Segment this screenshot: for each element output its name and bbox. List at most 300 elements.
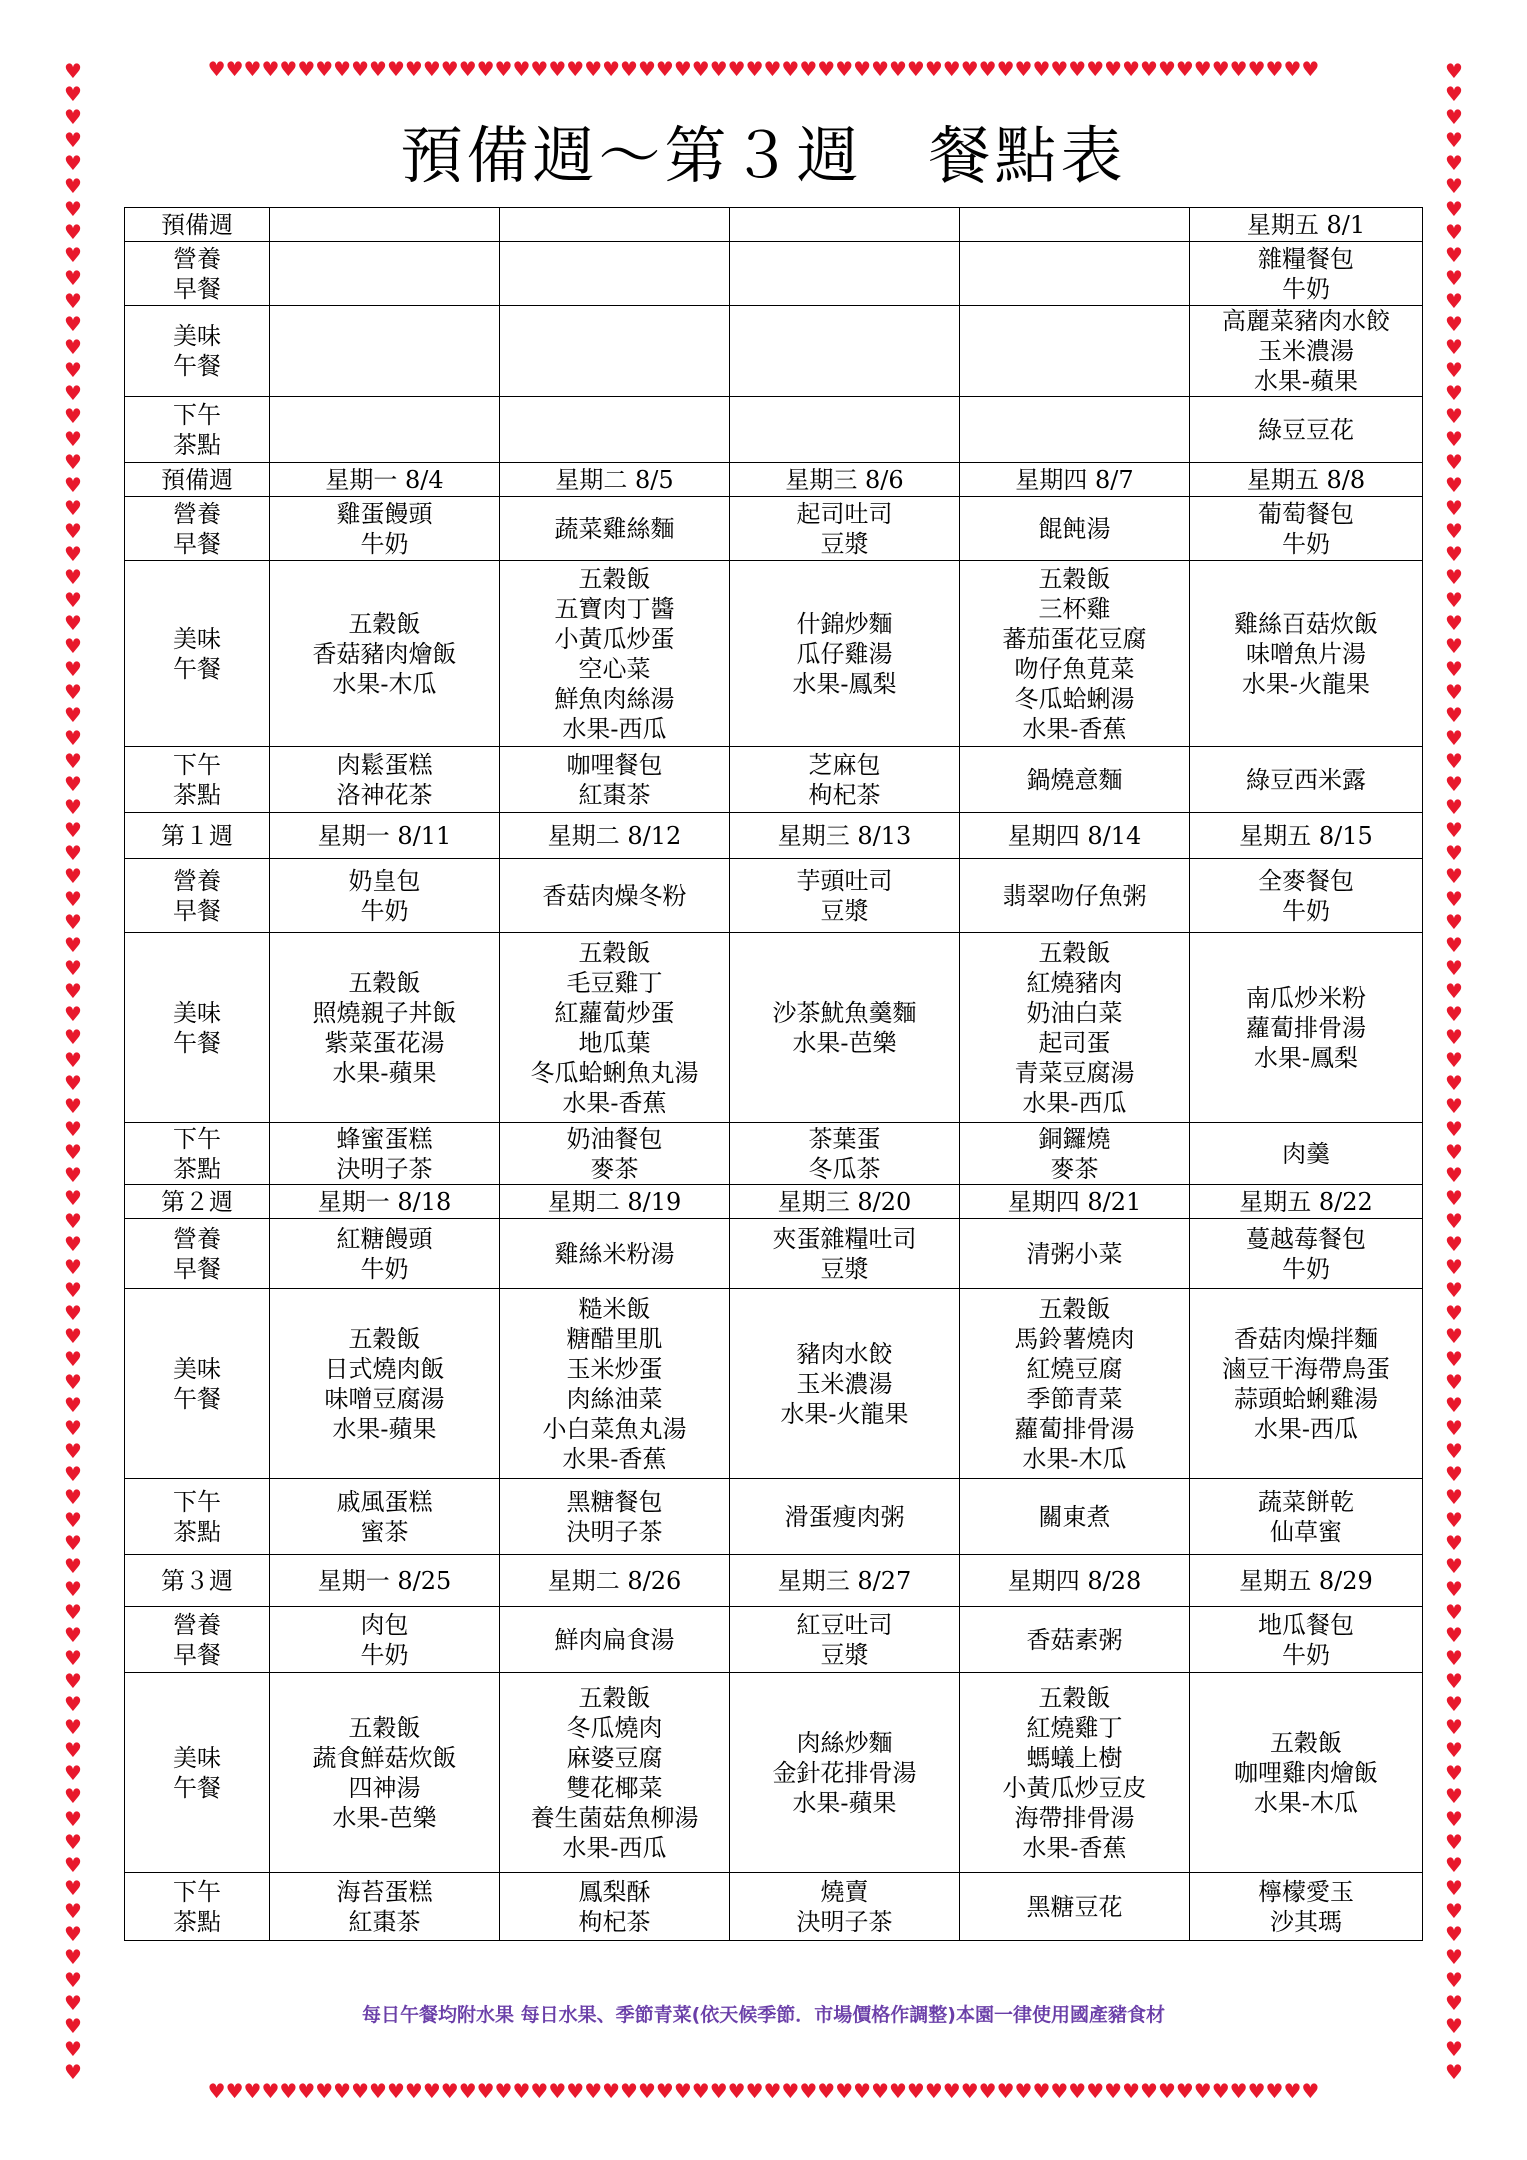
lunch-cell-line: 五穀飯 xyxy=(578,564,651,593)
lunch-cell-line: 水果-火龍果 xyxy=(780,1399,909,1428)
lunch-cell-line: 水果-鳳梨 xyxy=(1253,1043,1359,1072)
lunch-cell-line: 糙米飯 xyxy=(578,1294,651,1323)
lunch-cell-line: 五穀飯 xyxy=(1038,564,1111,593)
snack-cell xyxy=(500,1873,730,1941)
lunch-label-line: 美味 xyxy=(173,1743,221,1772)
week-label: 第２週 xyxy=(125,1185,270,1219)
lunch-cell-line: 金針花排骨湯 xyxy=(772,1758,917,1787)
day-header: 星期一 8/25 xyxy=(270,1555,500,1607)
breakfast-cell xyxy=(960,859,1190,933)
breakfast-cell xyxy=(730,497,960,561)
snack-cell xyxy=(270,1123,500,1185)
day-header: 星期三 8/13 xyxy=(730,813,960,859)
breakfast-row xyxy=(125,1607,1423,1673)
snack-cell xyxy=(270,1479,500,1555)
lunch-label-line: 美味 xyxy=(173,998,221,1027)
lunch-row xyxy=(125,306,1423,397)
breakfast-cell-line: 芋頭吐司 xyxy=(796,866,893,895)
lunch-cell xyxy=(730,1289,960,1479)
breakfast-cell-line: 起司吐司 xyxy=(796,499,893,528)
lunch-cell-line: 水果-香蕉 xyxy=(1022,1833,1127,1862)
snack-cell xyxy=(500,747,730,813)
day-header: 星期二 8/26 xyxy=(500,1555,730,1607)
snack-cell-line: 沙其瑪 xyxy=(1270,1907,1342,1936)
snack-cell xyxy=(1190,1123,1423,1185)
lunch-cell-line: 玉米濃湯 xyxy=(1258,337,1354,365)
day-header: 星期五 8/29 xyxy=(1190,1555,1423,1607)
breakfast-cell-line: 牛奶 xyxy=(1282,529,1330,558)
lunch-cell-line: 小黃瓜炒豆皮 xyxy=(1002,1773,1147,1802)
breakfast-cell-line: 豆漿 xyxy=(820,1254,869,1283)
snack-label-line: 茶點 xyxy=(173,1517,221,1546)
lunch-cell-line: 紅燒豬肉 xyxy=(1026,968,1123,997)
lunch-label xyxy=(125,933,270,1123)
breakfast-cell xyxy=(960,497,1190,561)
snack-label-line: 下午 xyxy=(173,750,221,779)
lunch-row xyxy=(125,1289,1423,1479)
snack-cell xyxy=(730,747,960,813)
lunch-cell-line: 螞蟻上樹 xyxy=(1026,1743,1123,1772)
breakfast-label-line: 早餐 xyxy=(173,529,221,558)
snack-cell xyxy=(730,1873,960,1941)
lunch-cell xyxy=(1190,1673,1423,1873)
snack-label xyxy=(125,1873,270,1941)
lunch-cell xyxy=(960,306,1190,397)
breakfast-cell-line: 雜糧餐包 xyxy=(1258,244,1354,273)
week-header-row xyxy=(125,1555,1423,1607)
breakfast-row xyxy=(125,497,1423,561)
lunch-cell xyxy=(500,933,730,1123)
snack-cell xyxy=(1190,747,1423,813)
breakfast-label-line: 早餐 xyxy=(173,1640,221,1669)
lunch-cell-line: 玉米濃湯 xyxy=(796,1369,893,1398)
breakfast-cell xyxy=(1190,1607,1423,1673)
snack-cell-line: 芝麻包 xyxy=(808,750,881,779)
day-header xyxy=(270,208,500,242)
snack-label-line: 下午 xyxy=(173,1877,221,1906)
lunch-cell-line: 蘿蔔排骨湯 xyxy=(1014,1414,1135,1443)
lunch-cell xyxy=(960,1673,1190,1873)
breakfast-cell xyxy=(730,242,960,306)
breakfast-cell-line: 紅糖饅頭 xyxy=(336,1224,433,1253)
snack-cell-line: 蜂蜜蛋糕 xyxy=(336,1124,433,1153)
breakfast-label-line: 早餐 xyxy=(173,274,221,303)
day-header: 星期五 8/1 xyxy=(1190,208,1423,242)
day-header: 星期二 8/5 xyxy=(500,463,730,497)
snack-label-line: 茶點 xyxy=(173,430,221,459)
lunch-cell-line: 水果-西瓜 xyxy=(1022,1088,1127,1117)
lunch-label-line: 午餐 xyxy=(173,1028,221,1057)
snack-cell-line: 肉鬆蛋糕 xyxy=(336,750,433,779)
snack-cell-line: 鍋燒意麵 xyxy=(1026,765,1123,794)
breakfast-label xyxy=(125,1607,270,1673)
lunch-cell-line: 馬鈴薯燒肉 xyxy=(1014,1324,1135,1353)
breakfast-cell-line: 翡翠吻仔魚粥 xyxy=(1002,881,1147,910)
snack-cell xyxy=(270,1873,500,1941)
snack-row xyxy=(125,1123,1423,1185)
lunch-cell-line: 玉米炒蛋 xyxy=(566,1354,663,1383)
week-label: 第１週 xyxy=(125,813,270,859)
snack-label-line: 茶點 xyxy=(173,780,221,809)
breakfast-label xyxy=(125,859,270,933)
lunch-label-line: 午餐 xyxy=(173,654,221,683)
lunch-cell-line: 三杯雞 xyxy=(1038,594,1111,623)
week-header-row xyxy=(125,208,1423,242)
lunch-cell-line: 水果-木瓜 xyxy=(1022,1444,1127,1473)
lunch-cell-line: 水果-木瓜 xyxy=(332,669,437,698)
snack-cell-line: 銅鑼燒 xyxy=(1038,1124,1111,1153)
lunch-cell-line: 吻仔魚莧菜 xyxy=(1014,654,1135,683)
lunch-cell-line: 糖醋里肌 xyxy=(566,1324,663,1353)
day-header: 星期五 8/8 xyxy=(1190,463,1423,497)
breakfast-cell xyxy=(960,1219,1190,1289)
lunch-cell-line: 水果-芭樂 xyxy=(332,1803,437,1832)
snack-cell-line: 海苔蛋糕 xyxy=(336,1877,433,1906)
lunch-cell xyxy=(1190,306,1423,397)
footer-note: 每日午餐均附水果 每日水果、季節青菜(依天候季節．市場價格作調整)本園一律使用國產豬食材 xyxy=(362,2004,1165,2026)
lunch-cell xyxy=(270,561,500,747)
lunch-label-line: 美味 xyxy=(173,322,221,350)
lunch-cell xyxy=(1190,561,1423,747)
lunch-cell xyxy=(270,1673,500,1873)
lunch-cell-line: 水果-香蕉 xyxy=(1022,714,1127,743)
breakfast-cell xyxy=(500,1607,730,1673)
lunch-cell-line: 雞絲百菇炊飯 xyxy=(1234,609,1378,638)
day-header: 星期一 8/18 xyxy=(270,1185,500,1219)
breakfast-cell-line: 地瓜餐包 xyxy=(1258,1610,1354,1639)
breakfast-cell-line: 餛飩湯 xyxy=(1038,514,1111,543)
snack-label xyxy=(125,747,270,813)
breakfast-cell-line: 豆漿 xyxy=(820,529,869,558)
lunch-cell-line: 五穀飯 xyxy=(578,1683,651,1712)
day-header: 星期二 8/19 xyxy=(500,1185,730,1219)
breakfast-label xyxy=(125,497,270,561)
snack-cell-line: 紅棗茶 xyxy=(578,780,651,809)
lunch-cell-line: 青菜豆腐湯 xyxy=(1014,1058,1135,1087)
lunch-cell-line: 五穀飯 xyxy=(348,968,421,997)
breakfast-label-line: 營養 xyxy=(173,1610,221,1639)
day-header: 星期四 8/28 xyxy=(960,1555,1190,1607)
menu-table xyxy=(124,207,1423,1941)
breakfast-cell-line: 雞絲米粉湯 xyxy=(554,1239,675,1268)
lunch-cell-line: 五穀飯 xyxy=(1038,1294,1111,1323)
breakfast-cell-line: 全麥餐包 xyxy=(1258,866,1354,895)
snack-cell-line: 黑糖豆花 xyxy=(1026,1892,1123,1921)
lunch-cell-line: 咖哩雞肉燴飯 xyxy=(1234,1758,1378,1787)
breakfast-label-line: 營養 xyxy=(173,499,221,528)
lunch-cell-line: 海帶排骨湯 xyxy=(1014,1803,1135,1832)
breakfast-cell-line: 雞蛋饅頭 xyxy=(336,499,433,528)
breakfast-cell xyxy=(270,242,500,306)
snack-cell-line: 關東煮 xyxy=(1038,1502,1111,1531)
lunch-cell xyxy=(1190,933,1423,1123)
snack-cell xyxy=(500,1479,730,1555)
lunch-cell-line: 冬瓜蛤蜊湯 xyxy=(1014,684,1135,713)
snack-cell-line: 蜜茶 xyxy=(360,1517,409,1546)
snack-cell-line: 肉羹 xyxy=(1282,1139,1330,1168)
lunch-label xyxy=(125,1289,270,1479)
breakfast-cell-line: 豆漿 xyxy=(820,896,869,925)
lunch-cell-line: 豬肉水餃 xyxy=(796,1339,893,1368)
snack-cell-line: 決明子茶 xyxy=(336,1154,433,1183)
lunch-cell-line: 地瓜葉 xyxy=(578,1028,651,1057)
lunch-label-line: 午餐 xyxy=(173,1384,221,1413)
lunch-cell-line: 滷豆干海帶鳥蛋 xyxy=(1222,1354,1390,1383)
lunch-cell-line: 水果-木瓜 xyxy=(1253,1788,1359,1817)
day-header: 星期五 8/15 xyxy=(1190,813,1423,859)
breakfast-cell-line: 牛奶 xyxy=(1282,896,1330,925)
snack-cell-line: 鳳梨酥 xyxy=(578,1877,651,1906)
lunch-cell-line: 水果-香蕉 xyxy=(562,1088,667,1117)
snack-label xyxy=(125,397,270,463)
breakfast-label-line: 營養 xyxy=(173,244,221,273)
page-title: 預備週～第３週 餐點表 xyxy=(400,119,1127,192)
breakfast-cell-line: 蔓越莓餐包 xyxy=(1246,1224,1366,1253)
day-header: 星期三 8/6 xyxy=(730,463,960,497)
breakfast-label xyxy=(125,242,270,306)
lunch-cell-line: 水果-鳳梨 xyxy=(792,669,897,698)
breakfast-label-line: 營養 xyxy=(173,866,221,895)
lunch-cell xyxy=(730,306,960,397)
snack-cell xyxy=(1190,397,1423,463)
lunch-cell-line: 肉絲油菜 xyxy=(566,1384,663,1413)
heart-border-top: ♥♥♥♥♥♥♥♥♥♥♥♥♥♥♥♥♥♥♥♥♥♥♥♥♥♥♥♥♥♥♥♥♥♥♥♥♥♥♥♥♥♥♥♥♥♥♥♥♥♥♥♥♥♥♥♥♥♥♥♥♥♥ xyxy=(207,57,1320,81)
breakfast-cell-line: 清粥小菜 xyxy=(1026,1239,1123,1268)
snack-cell-line: 戚風蛋糕 xyxy=(336,1487,433,1516)
breakfast-cell-line: 香菇肉燥冬粉 xyxy=(542,881,687,910)
breakfast-cell xyxy=(270,1607,500,1673)
week-label: 預備週 xyxy=(125,208,270,242)
snack-label xyxy=(125,1479,270,1555)
lunch-cell-line: 南瓜炒米粉 xyxy=(1246,983,1366,1012)
lunch-cell-line: 什錦炒麵 xyxy=(796,609,893,638)
week-header-row xyxy=(125,813,1423,859)
snack-cell-line: 燒賣 xyxy=(820,1877,869,1906)
breakfast-cell xyxy=(960,1607,1190,1673)
lunch-cell-line: 季節青菜 xyxy=(1026,1384,1123,1413)
lunch-cell xyxy=(730,933,960,1123)
snack-row xyxy=(125,747,1423,813)
lunch-cell-line: 香菇肉燥拌麵 xyxy=(1234,1324,1378,1353)
breakfast-row xyxy=(125,242,1423,306)
lunch-label-line: 午餐 xyxy=(173,352,221,380)
lunch-cell-line: 蒜頭蛤蜊雞湯 xyxy=(1234,1384,1378,1413)
snack-cell-line: 黑糖餐包 xyxy=(566,1487,663,1516)
snack-cell xyxy=(960,1123,1190,1185)
day-header: 星期四 8/7 xyxy=(960,463,1190,497)
snack-cell-line: 麥茶 xyxy=(1050,1154,1099,1183)
snack-row xyxy=(125,1479,1423,1555)
snack-cell xyxy=(960,1873,1190,1941)
lunch-cell xyxy=(500,561,730,747)
lunch-cell-line: 奶油白菜 xyxy=(1026,998,1123,1027)
snack-cell xyxy=(730,1123,960,1185)
heart-border-right: ♥♥♥♥♥♥♥♥♥♥♥♥♥♥♥♥♥♥♥♥♥♥♥♥♥♥♥♥♥♥♥♥♥♥♥♥♥♥♥♥♥♥♥♥♥♥♥♥♥♥♥♥♥♥♥♥♥♥♥♥♥♥♥♥♥♥♥♥♥♥♥♥♥♥♥♥♥♥♥♥♥♥♥♥♥♥♥♥ xyxy=(1445,60,1463,2084)
lunch-cell xyxy=(500,1673,730,1873)
lunch-cell xyxy=(1190,1289,1423,1479)
lunch-cell-line: 五穀飯 xyxy=(348,1324,421,1353)
breakfast-cell xyxy=(1190,859,1423,933)
snack-cell-line: 麥茶 xyxy=(590,1154,639,1183)
breakfast-cell-line: 肉包 xyxy=(360,1610,409,1639)
breakfast-cell-line: 蔬菜雞絲麵 xyxy=(554,514,675,543)
lunch-cell-line: 冬瓜燒肉 xyxy=(566,1713,663,1742)
snack-row xyxy=(125,397,1423,463)
week-header-row xyxy=(125,1185,1423,1219)
snack-cell-line: 奶油餐包 xyxy=(566,1124,663,1153)
lunch-cell-line: 水果-西瓜 xyxy=(562,714,667,743)
breakfast-cell-line: 牛奶 xyxy=(360,529,409,558)
lunch-cell-line: 水果-西瓜 xyxy=(1253,1414,1359,1443)
snack-cell-line: 決明子茶 xyxy=(796,1907,893,1936)
lunch-cell-line: 毛豆雞丁 xyxy=(566,968,663,997)
lunch-cell-line: 高麗菜豬肉水餃 xyxy=(1222,307,1390,335)
day-header: 星期四 8/21 xyxy=(960,1185,1190,1219)
snack-cell-line: 蔬菜餅乾 xyxy=(1258,1487,1354,1516)
day-header: 星期五 8/22 xyxy=(1190,1185,1423,1219)
breakfast-cell-line: 牛奶 xyxy=(1282,1640,1330,1669)
snack-cell xyxy=(1190,1873,1423,1941)
week-header-row xyxy=(125,463,1423,497)
lunch-cell-line: 雙花椰菜 xyxy=(566,1773,663,1802)
snack-cell xyxy=(960,747,1190,813)
breakfast-cell-line: 豆漿 xyxy=(820,1640,869,1669)
lunch-row xyxy=(125,561,1423,747)
lunch-cell-line: 小白菜魚丸湯 xyxy=(542,1414,687,1443)
lunch-cell-line: 日式燒肉飯 xyxy=(324,1354,445,1383)
snack-cell-line: 決明子茶 xyxy=(566,1517,663,1546)
lunch-cell-line: 五穀飯 xyxy=(348,1713,421,1742)
breakfast-cell xyxy=(1190,1219,1423,1289)
breakfast-cell-line: 葡萄餐包 xyxy=(1258,499,1354,528)
breakfast-cell xyxy=(1190,497,1423,561)
lunch-cell-line: 麻婆豆腐 xyxy=(566,1743,663,1772)
snack-label-line: 茶點 xyxy=(173,1154,221,1183)
lunch-cell xyxy=(730,1673,960,1873)
lunch-cell-line: 五穀飯 xyxy=(348,609,421,638)
snack-cell-line: 仙草蜜 xyxy=(1270,1517,1342,1546)
snack-cell-line: 綠豆豆花 xyxy=(1258,415,1354,444)
lunch-cell-line: 水果-蘋果 xyxy=(332,1414,437,1443)
snack-cell-line: 洛神花茶 xyxy=(336,780,433,809)
lunch-cell-line: 養生菌菇魚柳湯 xyxy=(530,1803,699,1832)
breakfast-cell-line: 夾蛋雜糧吐司 xyxy=(772,1224,917,1253)
breakfast-label-line: 早餐 xyxy=(173,896,221,925)
lunch-cell-line: 四神湯 xyxy=(348,1773,421,1802)
heart-border-bottom: ♥♥♥♥♥♥♥♥♥♥♥♥♥♥♥♥♥♥♥♥♥♥♥♥♥♥♥♥♥♥♥♥♥♥♥♥♥♥♥♥♥♥♥♥♥♥♥♥♥♥♥♥♥♥♥♥♥♥♥♥♥♥ xyxy=(207,2079,1320,2103)
day-header: 星期一 8/11 xyxy=(270,813,500,859)
breakfast-cell xyxy=(730,859,960,933)
breakfast-cell xyxy=(270,1219,500,1289)
breakfast-cell-line: 牛奶 xyxy=(360,1254,409,1283)
lunch-cell xyxy=(270,933,500,1123)
snack-cell-line: 冬瓜茶 xyxy=(808,1154,881,1183)
lunch-cell-line: 紅蘿蔔炒蛋 xyxy=(554,998,675,1027)
snack-cell xyxy=(730,397,960,463)
lunch-cell-line: 五穀飯 xyxy=(1270,1728,1342,1757)
lunch-cell-line: 冬瓜蛤蜊魚丸湯 xyxy=(530,1058,699,1087)
lunch-cell-line: 照燒親子丼飯 xyxy=(312,998,457,1027)
lunch-cell-line: 水果-蘋果 xyxy=(332,1058,437,1087)
lunch-cell-line: 蘿蔔排骨湯 xyxy=(1246,1013,1366,1042)
breakfast-label-line: 早餐 xyxy=(173,1254,221,1283)
lunch-cell-line: 水果-香蕉 xyxy=(562,1444,667,1473)
snack-cell-line: 紅棗茶 xyxy=(348,1907,421,1936)
lunch-cell-line: 蕃茄蛋花豆腐 xyxy=(1002,624,1147,653)
breakfast-cell xyxy=(500,859,730,933)
breakfast-cell-line: 奶皇包 xyxy=(348,866,421,895)
snack-label-line: 茶點 xyxy=(173,1907,221,1936)
lunch-cell-line: 味噌魚片湯 xyxy=(1246,639,1366,668)
lunch-cell xyxy=(730,561,960,747)
breakfast-cell-line: 紅豆吐司 xyxy=(796,1610,893,1639)
lunch-cell xyxy=(960,561,1190,747)
lunch-row xyxy=(125,933,1423,1123)
snack-cell xyxy=(270,397,500,463)
lunch-cell xyxy=(270,1289,500,1479)
breakfast-label-line: 營養 xyxy=(173,1224,221,1253)
lunch-cell-line: 水果-蘋果 xyxy=(1253,367,1359,395)
lunch-cell-line: 五穀飯 xyxy=(578,938,651,967)
lunch-cell-line: 沙茶魷魚羹麵 xyxy=(772,998,917,1027)
snack-cell-line: 綠豆西米露 xyxy=(1246,765,1366,794)
lunch-label-line: 美味 xyxy=(173,1354,221,1383)
lunch-cell-line: 五寶肉丁醬 xyxy=(554,594,675,623)
day-header: 星期三 8/27 xyxy=(730,1555,960,1607)
day-header xyxy=(730,208,960,242)
breakfast-cell-line: 牛奶 xyxy=(1282,274,1330,303)
breakfast-cell-line: 香菇素粥 xyxy=(1026,1625,1123,1654)
day-header xyxy=(500,208,730,242)
snack-cell xyxy=(960,397,1190,463)
lunch-cell-line: 水果-蘋果 xyxy=(792,1788,897,1817)
breakfast-cell xyxy=(500,1219,730,1289)
snack-label-line: 下午 xyxy=(173,1487,221,1516)
snack-row xyxy=(125,1873,1423,1941)
snack-cell-line: 茶葉蛋 xyxy=(808,1124,881,1153)
breakfast-cell xyxy=(500,497,730,561)
lunch-label-line: 午餐 xyxy=(173,1773,221,1802)
day-header xyxy=(960,208,1190,242)
snack-cell-line: 檸檬愛玉 xyxy=(1258,1877,1354,1906)
breakfast-cell-line: 牛奶 xyxy=(360,896,409,925)
lunch-cell xyxy=(500,306,730,397)
breakfast-label xyxy=(125,1219,270,1289)
snack-cell-line: 枸杞茶 xyxy=(808,780,881,809)
week-label: 第３週 xyxy=(125,1555,270,1607)
breakfast-cell xyxy=(270,497,500,561)
day-header: 星期四 8/14 xyxy=(960,813,1190,859)
week-label: 預備週 xyxy=(125,463,270,497)
snack-label xyxy=(125,1123,270,1185)
snack-cell-line: 咖哩餐包 xyxy=(566,750,663,779)
breakfast-cell xyxy=(1190,242,1423,306)
breakfast-row xyxy=(125,1219,1423,1289)
lunch-cell xyxy=(500,1289,730,1479)
lunch-row xyxy=(125,1673,1423,1873)
day-header: 星期二 8/12 xyxy=(500,813,730,859)
day-header: 星期一 8/4 xyxy=(270,463,500,497)
lunch-label xyxy=(125,561,270,747)
breakfast-cell-line: 牛奶 xyxy=(1282,1254,1330,1283)
lunch-cell-line: 起司蛋 xyxy=(1038,1028,1111,1057)
lunch-cell-line: 味噌豆腐湯 xyxy=(324,1384,445,1413)
lunch-cell-line: 紫菜蛋花湯 xyxy=(324,1028,445,1057)
breakfast-cell xyxy=(960,242,1190,306)
lunch-label-line: 美味 xyxy=(173,624,221,653)
day-header: 星期三 8/20 xyxy=(730,1185,960,1219)
heart-border-left: ♥♥♥♥♥♥♥♥♥♥♥♥♥♥♥♥♥♥♥♥♥♥♥♥♥♥♥♥♥♥♥♥♥♥♥♥♥♥♥♥♥♥♥♥♥♥♥♥♥♥♥♥♥♥♥♥♥♥♥♥♥♥♥♥♥♥♥♥♥♥♥♥♥♥♥♥♥♥♥♥♥♥♥♥♥♥♥♥ xyxy=(64,60,82,2084)
